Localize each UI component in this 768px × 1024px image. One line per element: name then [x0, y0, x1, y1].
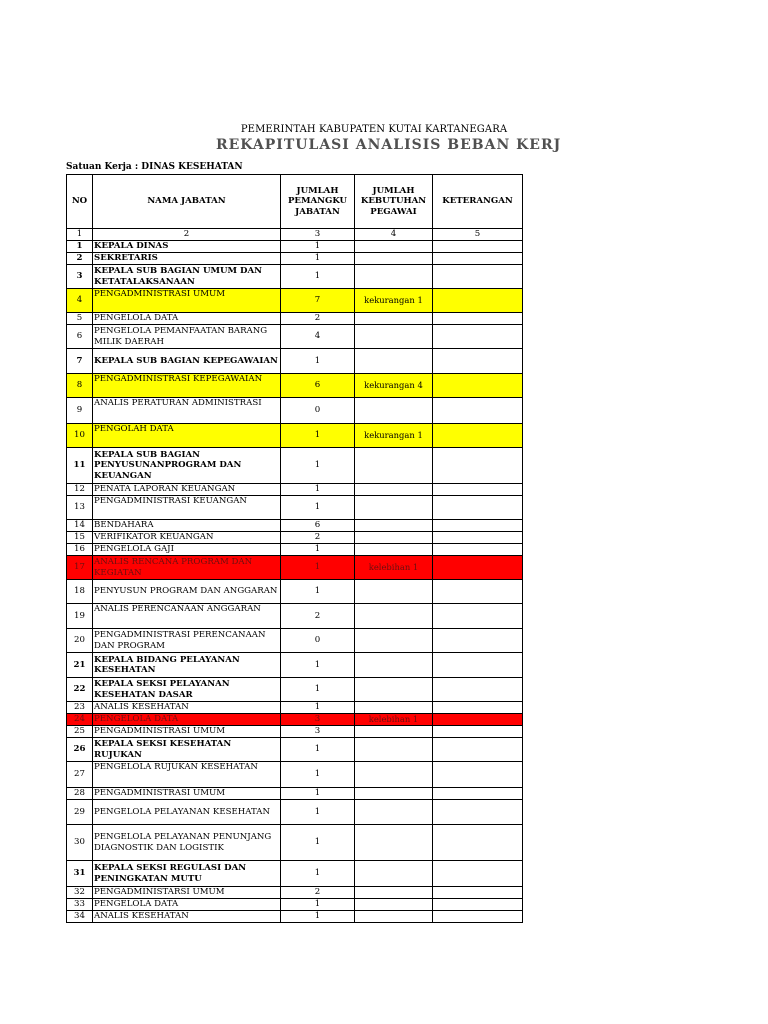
need-count: [355, 484, 433, 496]
need-count: kekurangan 1: [355, 289, 433, 313]
holder-count: 2: [281, 313, 355, 325]
remarks: [433, 629, 523, 653]
need-count: kekurangan 1: [355, 424, 433, 448]
row-number: 5: [67, 313, 93, 325]
row-number: 13: [67, 496, 93, 520]
remarks: [433, 313, 523, 325]
col-number: 1: [67, 229, 93, 241]
need-count: [355, 887, 433, 899]
holder-count: 3: [281, 714, 355, 726]
need-count: [355, 532, 433, 544]
holder-count: 1: [281, 800, 355, 825]
holder-count: 2: [281, 604, 355, 629]
row-number: 33: [67, 899, 93, 911]
holder-count: 4: [281, 325, 355, 349]
need-count: [355, 762, 433, 788]
position-name: KEPALA DINAS: [93, 241, 281, 253]
holder-count: 1: [281, 653, 355, 678]
remarks: [433, 887, 523, 899]
holder-count: 0: [281, 398, 355, 424]
col-number: 4: [355, 229, 433, 241]
remarks: [433, 374, 523, 398]
table-row: [67, 911, 523, 923]
remarks: [433, 520, 523, 532]
remarks: [433, 556, 523, 580]
position-name: KEPALA BIDANG PELAYANAN KESEHATAN: [93, 653, 281, 678]
need-count: [355, 349, 433, 374]
remarks: [433, 788, 523, 800]
remarks: [433, 911, 523, 923]
row-number: 32: [67, 887, 93, 899]
need-count: [355, 544, 433, 556]
table-row: [67, 313, 523, 325]
row-number: 21: [67, 653, 93, 678]
remarks: [433, 580, 523, 604]
position-name: PENGADMINISTARSI UMUM: [93, 887, 281, 899]
row-number: 12: [67, 484, 93, 496]
col-header-remarks: KETERANGAN: [433, 175, 523, 229]
holder-count: 1: [281, 544, 355, 556]
table-row: [67, 496, 523, 520]
table-row: [67, 702, 523, 714]
position-name: ANALIS RENCANA PROGRAM DAN KEGIATAN: [93, 556, 281, 580]
row-number: 4: [67, 289, 93, 313]
remarks: [433, 653, 523, 678]
need-count: [355, 899, 433, 911]
holder-count: 1: [281, 496, 355, 520]
position-name: PENGELOLA PELAYANAN PENUNJANG DIAGNOSTIK DAN LOGISTIK: [93, 825, 281, 861]
remarks: [433, 544, 523, 556]
row-number: 20: [67, 629, 93, 653]
remarks: [433, 800, 523, 825]
position-name: PENGELOLA DATA: [93, 899, 281, 911]
holder-count: 1: [281, 788, 355, 800]
position-name: SEKRETARIS: [93, 253, 281, 265]
remarks: [433, 265, 523, 289]
position-name: KEPALA SUB BAGIAN KEPEGAWAIAN: [93, 349, 281, 374]
table-row: [67, 556, 523, 580]
table-row: [67, 532, 523, 544]
holder-count: 1: [281, 738, 355, 762]
holder-count: 1: [281, 825, 355, 861]
need-count: [355, 911, 433, 923]
table-row: [67, 374, 523, 398]
holder-count: 1: [281, 484, 355, 496]
remarks: [433, 825, 523, 861]
position-name: KEPALA SEKSI REGULASI DAN PENINGKATAN MUTU: [93, 861, 281, 887]
table-row: [67, 520, 523, 532]
row-number: 14: [67, 520, 93, 532]
remarks: [433, 253, 523, 265]
table-row: [67, 289, 523, 313]
header-government: [0, 124, 768, 135]
holder-count: 1: [281, 702, 355, 714]
position-name: PENGADMINISTRASI UMUM: [93, 289, 281, 313]
position-name: PENGADMINISTRASI PERENCANAAN DAN PROGRAM: [93, 629, 281, 653]
table-row: [67, 726, 523, 738]
remarks: [433, 604, 523, 629]
holder-count: 1: [281, 861, 355, 887]
table-row: [67, 544, 523, 556]
table-row: [67, 899, 523, 911]
position-name: BENDAHARA: [93, 520, 281, 532]
column-number-row: [67, 229, 523, 241]
holder-count: 1: [281, 424, 355, 448]
need-count: [355, 241, 433, 253]
holder-count: 1: [281, 241, 355, 253]
holder-count: 1: [281, 580, 355, 604]
position-name: PENGADMINISTRASI KEUANGAN: [93, 496, 281, 520]
row-number: 9: [67, 398, 93, 424]
holder-count: 1: [281, 349, 355, 374]
row-number: 7: [67, 349, 93, 374]
position-name: KEPALA SUB BAGIAN PENYUSUNANPROGRAM DAN KEUANGAN: [93, 448, 281, 484]
remarks: [433, 762, 523, 788]
need-count: [355, 520, 433, 532]
table-row: [67, 580, 523, 604]
row-number: 15: [67, 532, 93, 544]
remarks: [433, 496, 523, 520]
position-name: VERIFIKATOR KEUANGAN: [93, 532, 281, 544]
need-count: [355, 678, 433, 702]
table-row: [67, 887, 523, 899]
position-name: PENGOLAH DATA: [93, 424, 281, 448]
row-number: 27: [67, 762, 93, 788]
holder-count: 1: [281, 556, 355, 580]
row-number: 26: [67, 738, 93, 762]
table-header-row: [67, 175, 523, 229]
remarks: [433, 738, 523, 762]
remarks: [433, 484, 523, 496]
table-row: [67, 653, 523, 678]
col-header-holders: JUMLAH PEMANGKU JABATAN: [281, 175, 355, 229]
holder-count: 1: [281, 911, 355, 923]
position-name: PENGELOLA PEMANFAATAN BARANG MILIK DAERAH: [93, 325, 281, 349]
need-count: [355, 788, 433, 800]
need-count: [355, 726, 433, 738]
position-name: PENGELOLA DATA: [93, 714, 281, 726]
holder-count: 1: [281, 265, 355, 289]
row-number: 31: [67, 861, 93, 887]
need-count: kelebihan 1: [355, 556, 433, 580]
table-row: [67, 788, 523, 800]
remarks: [433, 726, 523, 738]
holder-count: 1: [281, 678, 355, 702]
position-name: PENGELOLA RUJUKAN KESEHATAN: [93, 762, 281, 788]
holder-count: 6: [281, 374, 355, 398]
table-row: [67, 448, 523, 484]
position-name: ANALIS KESEHATAN: [93, 911, 281, 923]
need-count: [355, 313, 433, 325]
need-count: [355, 629, 433, 653]
position-name: PENATA LAPORAN KEUANGAN: [93, 484, 281, 496]
position-name: PENGELOLA PELAYANAN KESEHATAN: [93, 800, 281, 825]
need-count: [355, 253, 433, 265]
table-row: [67, 484, 523, 496]
need-count: kekurangan 4: [355, 374, 433, 398]
need-count: [355, 653, 433, 678]
holder-count: 2: [281, 887, 355, 899]
remarks: [433, 702, 523, 714]
work-unit-label: Satuan Kerja : DINAS KESEHATAN: [66, 162, 243, 172]
col-header-no: NO: [67, 175, 93, 229]
table-row: [67, 714, 523, 726]
table-row: [67, 253, 523, 265]
header-government-text: PEMERINTAH KABUPATEN KUTAI KARTANEGARA: [240, 124, 508, 135]
position-name: PENYUSUN PROGRAM DAN ANGGARAN: [93, 580, 281, 604]
row-number: 22: [67, 678, 93, 702]
table-row: [67, 629, 523, 653]
position-name: KEPALA SEKSI PELAYANAN KESEHATAN DASAR: [93, 678, 281, 702]
remarks: [433, 349, 523, 374]
position-name: PENGADMINISTRASI UMUM: [93, 788, 281, 800]
need-count: [355, 398, 433, 424]
table-row: [67, 762, 523, 788]
row-number: 23: [67, 702, 93, 714]
remarks: [433, 241, 523, 253]
table-row: [67, 265, 523, 289]
col-number: 5: [433, 229, 523, 241]
row-number: 17: [67, 556, 93, 580]
need-count: [355, 580, 433, 604]
position-name: ANALIS PERATURAN ADMINISTRASI: [93, 398, 281, 424]
table-row: [67, 325, 523, 349]
position-name: KEPALA SEKSI KESEHATAN RUJUKAN: [93, 738, 281, 762]
table-row: [67, 398, 523, 424]
table-row: [67, 678, 523, 702]
remarks: [433, 289, 523, 313]
remarks: [433, 678, 523, 702]
need-count: [355, 265, 433, 289]
row-number: 34: [67, 911, 93, 923]
row-number: 3: [67, 265, 93, 289]
header-title: REKAPITULASI ANALISIS BEBAN KERJ: [216, 137, 562, 153]
position-name: ANALIS KESEHATAN: [93, 702, 281, 714]
col-number: 2: [93, 229, 281, 241]
row-number: 2: [67, 253, 93, 265]
holder-count: 7: [281, 289, 355, 313]
table-row: [67, 349, 523, 374]
table-row: [67, 800, 523, 825]
position-name: KEPALA SUB BAGIAN UMUM DAN KETATALAKSANAAN: [93, 265, 281, 289]
position-name: PENGELOLA GAJI: [93, 544, 281, 556]
holder-count: 1: [281, 253, 355, 265]
need-count: [355, 825, 433, 861]
position-name: PENGADMINISTRASI UMUM: [93, 726, 281, 738]
row-number: 19: [67, 604, 93, 629]
remarks: [433, 899, 523, 911]
need-count: kelebihan 1: [355, 714, 433, 726]
table-row: [67, 738, 523, 762]
workload-table: [66, 174, 523, 923]
table-row: [67, 861, 523, 887]
need-count: [355, 738, 433, 762]
row-number: 1: [67, 241, 93, 253]
remarks: [433, 448, 523, 484]
row-number: 28: [67, 788, 93, 800]
row-number: 11: [67, 448, 93, 484]
holder-count: 0: [281, 629, 355, 653]
remarks: [433, 325, 523, 349]
need-count: [355, 604, 433, 629]
row-number: 30: [67, 825, 93, 861]
row-number: 25: [67, 726, 93, 738]
table-row: [67, 825, 523, 861]
row-number: 24: [67, 714, 93, 726]
row-number: 29: [67, 800, 93, 825]
col-number: 3: [281, 229, 355, 241]
row-number: 16: [67, 544, 93, 556]
table-body: [67, 241, 523, 923]
need-count: [355, 702, 433, 714]
holder-count: 1: [281, 899, 355, 911]
holder-count: 6: [281, 520, 355, 532]
holder-count: 2: [281, 532, 355, 544]
need-count: [355, 325, 433, 349]
table-row: [67, 424, 523, 448]
position-name: PENGADMINISTRASI KEPEGAWAIAN: [93, 374, 281, 398]
remarks: [433, 714, 523, 726]
row-number: 8: [67, 374, 93, 398]
holder-count: 3: [281, 726, 355, 738]
remarks: [433, 861, 523, 887]
need-count: [355, 861, 433, 887]
holder-count: 1: [281, 448, 355, 484]
remarks: [433, 398, 523, 424]
row-number: 18: [67, 580, 93, 604]
table-row: [67, 604, 523, 629]
table-row: [67, 241, 523, 253]
need-count: [355, 448, 433, 484]
col-header-name: NAMA JABATAN: [93, 175, 281, 229]
row-number: 10: [67, 424, 93, 448]
position-name: PENGELOLA DATA: [93, 313, 281, 325]
row-number: 6: [67, 325, 93, 349]
need-count: [355, 800, 433, 825]
position-name: ANALIS PERENCANAAN ANGGARAN: [93, 604, 281, 629]
need-count: [355, 496, 433, 520]
holder-count: 1: [281, 762, 355, 788]
col-header-needs: JUMLAH KEBUTUHAN PEGAWAI: [355, 175, 433, 229]
remarks: [433, 532, 523, 544]
remarks: [433, 424, 523, 448]
